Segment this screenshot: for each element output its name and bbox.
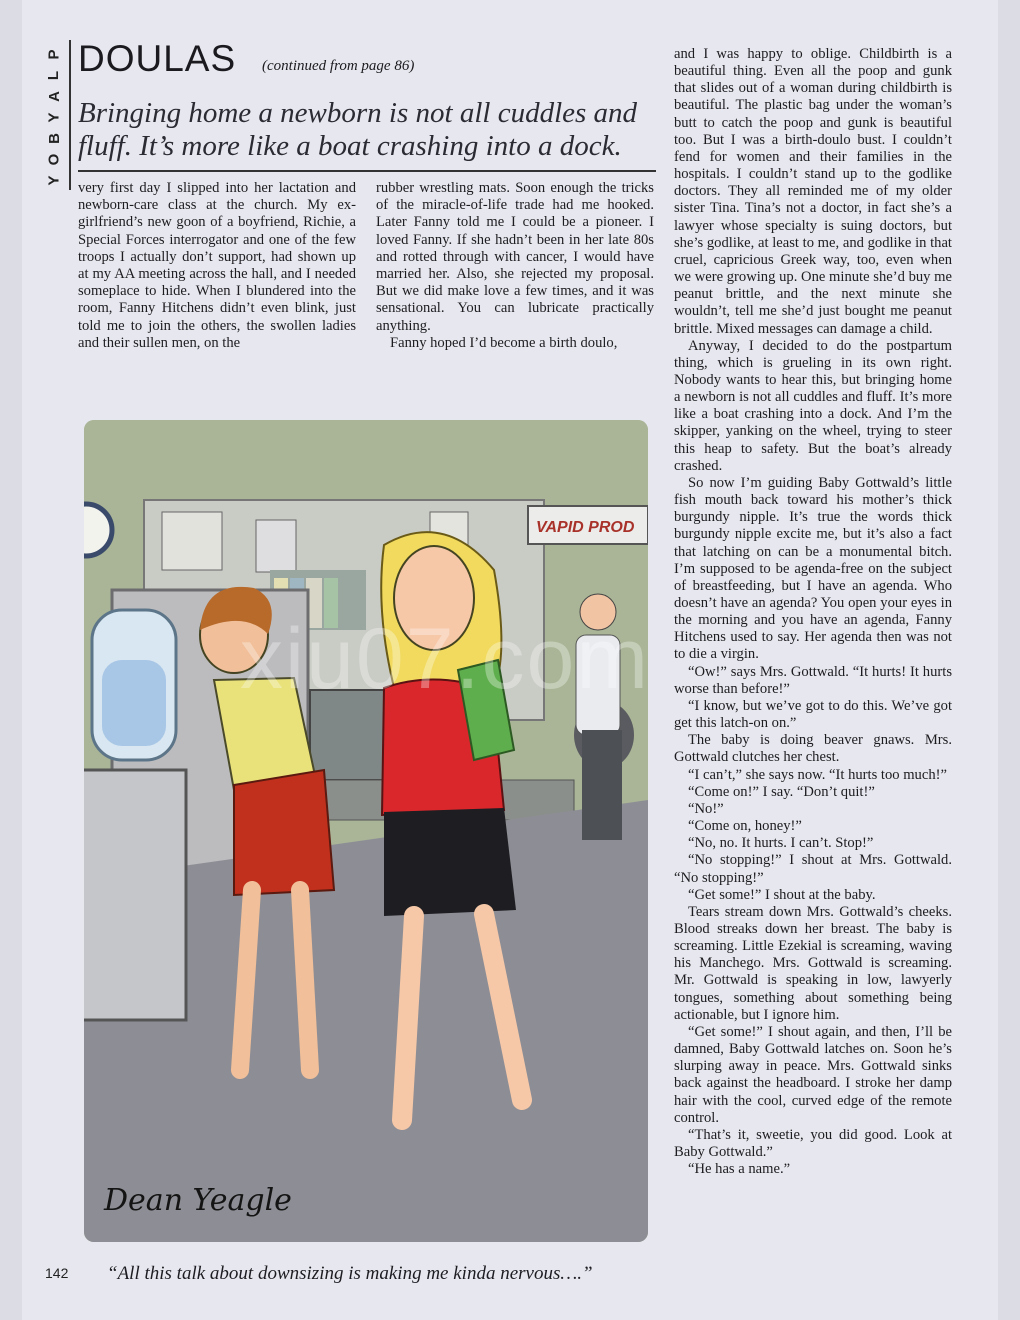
water-cooler-stand	[84, 770, 186, 1020]
article-title: DOULAS	[78, 38, 237, 79]
magazine-letter: L	[45, 70, 63, 81]
dialogue-line: “Ow!” says Mrs. Gottwald. “It hurts! It hurts worse than before!”	[674, 663, 952, 697]
deck-rule	[78, 170, 656, 172]
artist-signature: Dean Yeagle	[104, 1183, 292, 1218]
bottle-water	[102, 660, 166, 746]
header-vertical-rule	[69, 40, 71, 190]
magazine-letter: Y	[45, 112, 63, 123]
paragraph: Tears stream down Mrs. Gottwald’s cheeks. Blood streaks down her breast. The baby is screaming. Little Ezekial is screaming, waving his Manchego. Mrs. Gottwald is screaming. Mr. Gottwald is speaking in low, lawyerly tongues, something about something being actionable, but I ignore him.	[674, 903, 952, 1023]
dialogue-line: “That’s it, sweetie, you did good. Look at Baby Gottwald.”	[674, 1126, 952, 1160]
watermark: xiu07.com	[240, 611, 650, 707]
paragraph: Anyway, I decided to do the postpartum thing, which is grueling in its own right. Nobody wants to hear this, but bringing home a newborn is not all cuddles and fluff. It’s more like a boat crashing into a dock. And I’m the skipper, yanking on the wheel, trying to steer this heap to safety. But the boat’s already crashed.	[674, 337, 952, 474]
cartoon-drawing	[84, 420, 648, 1242]
paragraph: rubber wrestling mats. Soon enough the tricks of the miracle-of-life trade had me hooked. Later Fanny told me I could be a pioneer. I loved Fanny. If she hadn’t been in her late 80s and rotted through with cancer, I would have married her. Also, she rejected my proposal. But we did make love a few times, and it was sensational. You can lubricate practically anything.	[376, 180, 654, 334]
paragraph: “Get some!” I shout again, and then, I’ll be damned, Baby Gottwald latches on. Soon he’s slurping away in peace. Mrs. Gottwald sinks back against the headboard. I stroke her damp hair with the cool, curved edge of the remote control.	[674, 1023, 952, 1126]
paragraph: So now I’m guiding Baby Gottwald’s little fish mouth back toward his mother’s thick burgundy nipple. It’s true the words thick burgundy nipple excite me, but it’s also a fact that latching on can be a monumental bitch. I’m supposed to be agenda-free on the subject of breastfeeding, but I have an agenda. Who doesn’t have an agenda? You open your eyes in the morning and you have an agenda, Fanny Hitchens used to say. Her agenda then was not to die a virgin.	[674, 474, 952, 663]
paragraph: very first day I slipped into her lactation and newborn-care class at the church. My ex-girlfriend’s new goon of a boyfriend, Richie, a Special Forces interrogator and one of the few troops I actually don’t support, had shown up at my AA meeting across the hall, and I needed someplace to hide. When I blundered into the room, Fanny Hitchens didn’t even blink, just told me to join the others, the swollen ladies and their sullen men, on the	[78, 180, 356, 351]
background-man-pants	[582, 730, 622, 840]
dialogue-line: “No!”	[688, 800, 724, 817]
magazine-name-vertical	[42, 44, 66, 194]
page-number: 142	[45, 1265, 69, 1281]
text-column-3	[674, 46, 952, 1178]
article-deck: Bringing home a newborn is not all cuddles and fluff. It’s more like a boat crashing into a dock.	[78, 97, 638, 162]
paragraph: Fanny hoped I’d become a birth doulo,	[390, 334, 618, 351]
text-column-1	[78, 180, 356, 352]
wall-clock	[84, 504, 112, 556]
dialogue-line: “He has a name.”	[688, 1161, 791, 1178]
pinned-paper	[256, 520, 296, 572]
text-column-2	[376, 180, 654, 352]
cartoon-illustration	[84, 420, 648, 1242]
magazine-letter: P	[45, 49, 63, 60]
pinned-paper	[162, 512, 222, 570]
magazine-letter: O	[45, 153, 63, 166]
continued-note: (continued from page 86)	[262, 58, 415, 74]
magazine-letter: B	[45, 133, 63, 144]
blonde-woman-skirt	[384, 808, 516, 916]
brunette-woman-skirt	[234, 770, 334, 895]
dialogue-line: “No stopping!” I shout at Mrs. Gottwald. “No stopping!”	[674, 852, 952, 886]
dialogue-line: “No, no. It hurts. I can’t. Stop!”	[688, 835, 874, 852]
dialogue-line: “I can’t,” she says now. “It hurts too much!”	[688, 766, 947, 783]
dialogue-line: “Get some!” I shout at the baby.	[688, 886, 876, 903]
cartoon-caption: “All this talk about downsizing is making me kinda nervous….”	[107, 1263, 593, 1284]
paragraph: and I was happy to oblige. Childbirth is a beautiful thing. Even all the poop and gunk that slides out of a woman during childbirth is beautiful. The plastic bag under the woman’s butt to catch the poop and gunk is beautiful too. But I was a birth-doulo bust. I couldn’t fend for women and their families in the hospitals. I couldn’t stand up to the godlike doctors. They all reminded me of my older sister Tina. Tina’s not a doctor, in fact she’s a lawyer whose specialty is suing doctors, but she’s godlike, at least to me, and godlike in that cruel, capricious Greek way, too, even when we were growing up. One minute she’d buy me peanut brittle, and the next minute she wouldn’t, tell me she’d just bought me peanut brittle. Mixed messages can damage a child.	[674, 46, 952, 337]
dialogue-line: “Come on!” I say. “Don’t quit!”	[688, 783, 875, 800]
company-sign-text: VAPID PROD	[536, 519, 635, 536]
magazine-letter: A	[45, 91, 63, 102]
dialogue-line: “I know, but we’ve got to do this. We’ve got get this latch-on on.”	[674, 697, 952, 732]
magazine-letter: Y	[45, 175, 63, 186]
dialogue-line: “Come on, honey!”	[688, 818, 802, 835]
dialogue-line: The baby is doing beaver gnaws. Mrs. Gottwald clutches her chest.	[674, 732, 952, 766]
